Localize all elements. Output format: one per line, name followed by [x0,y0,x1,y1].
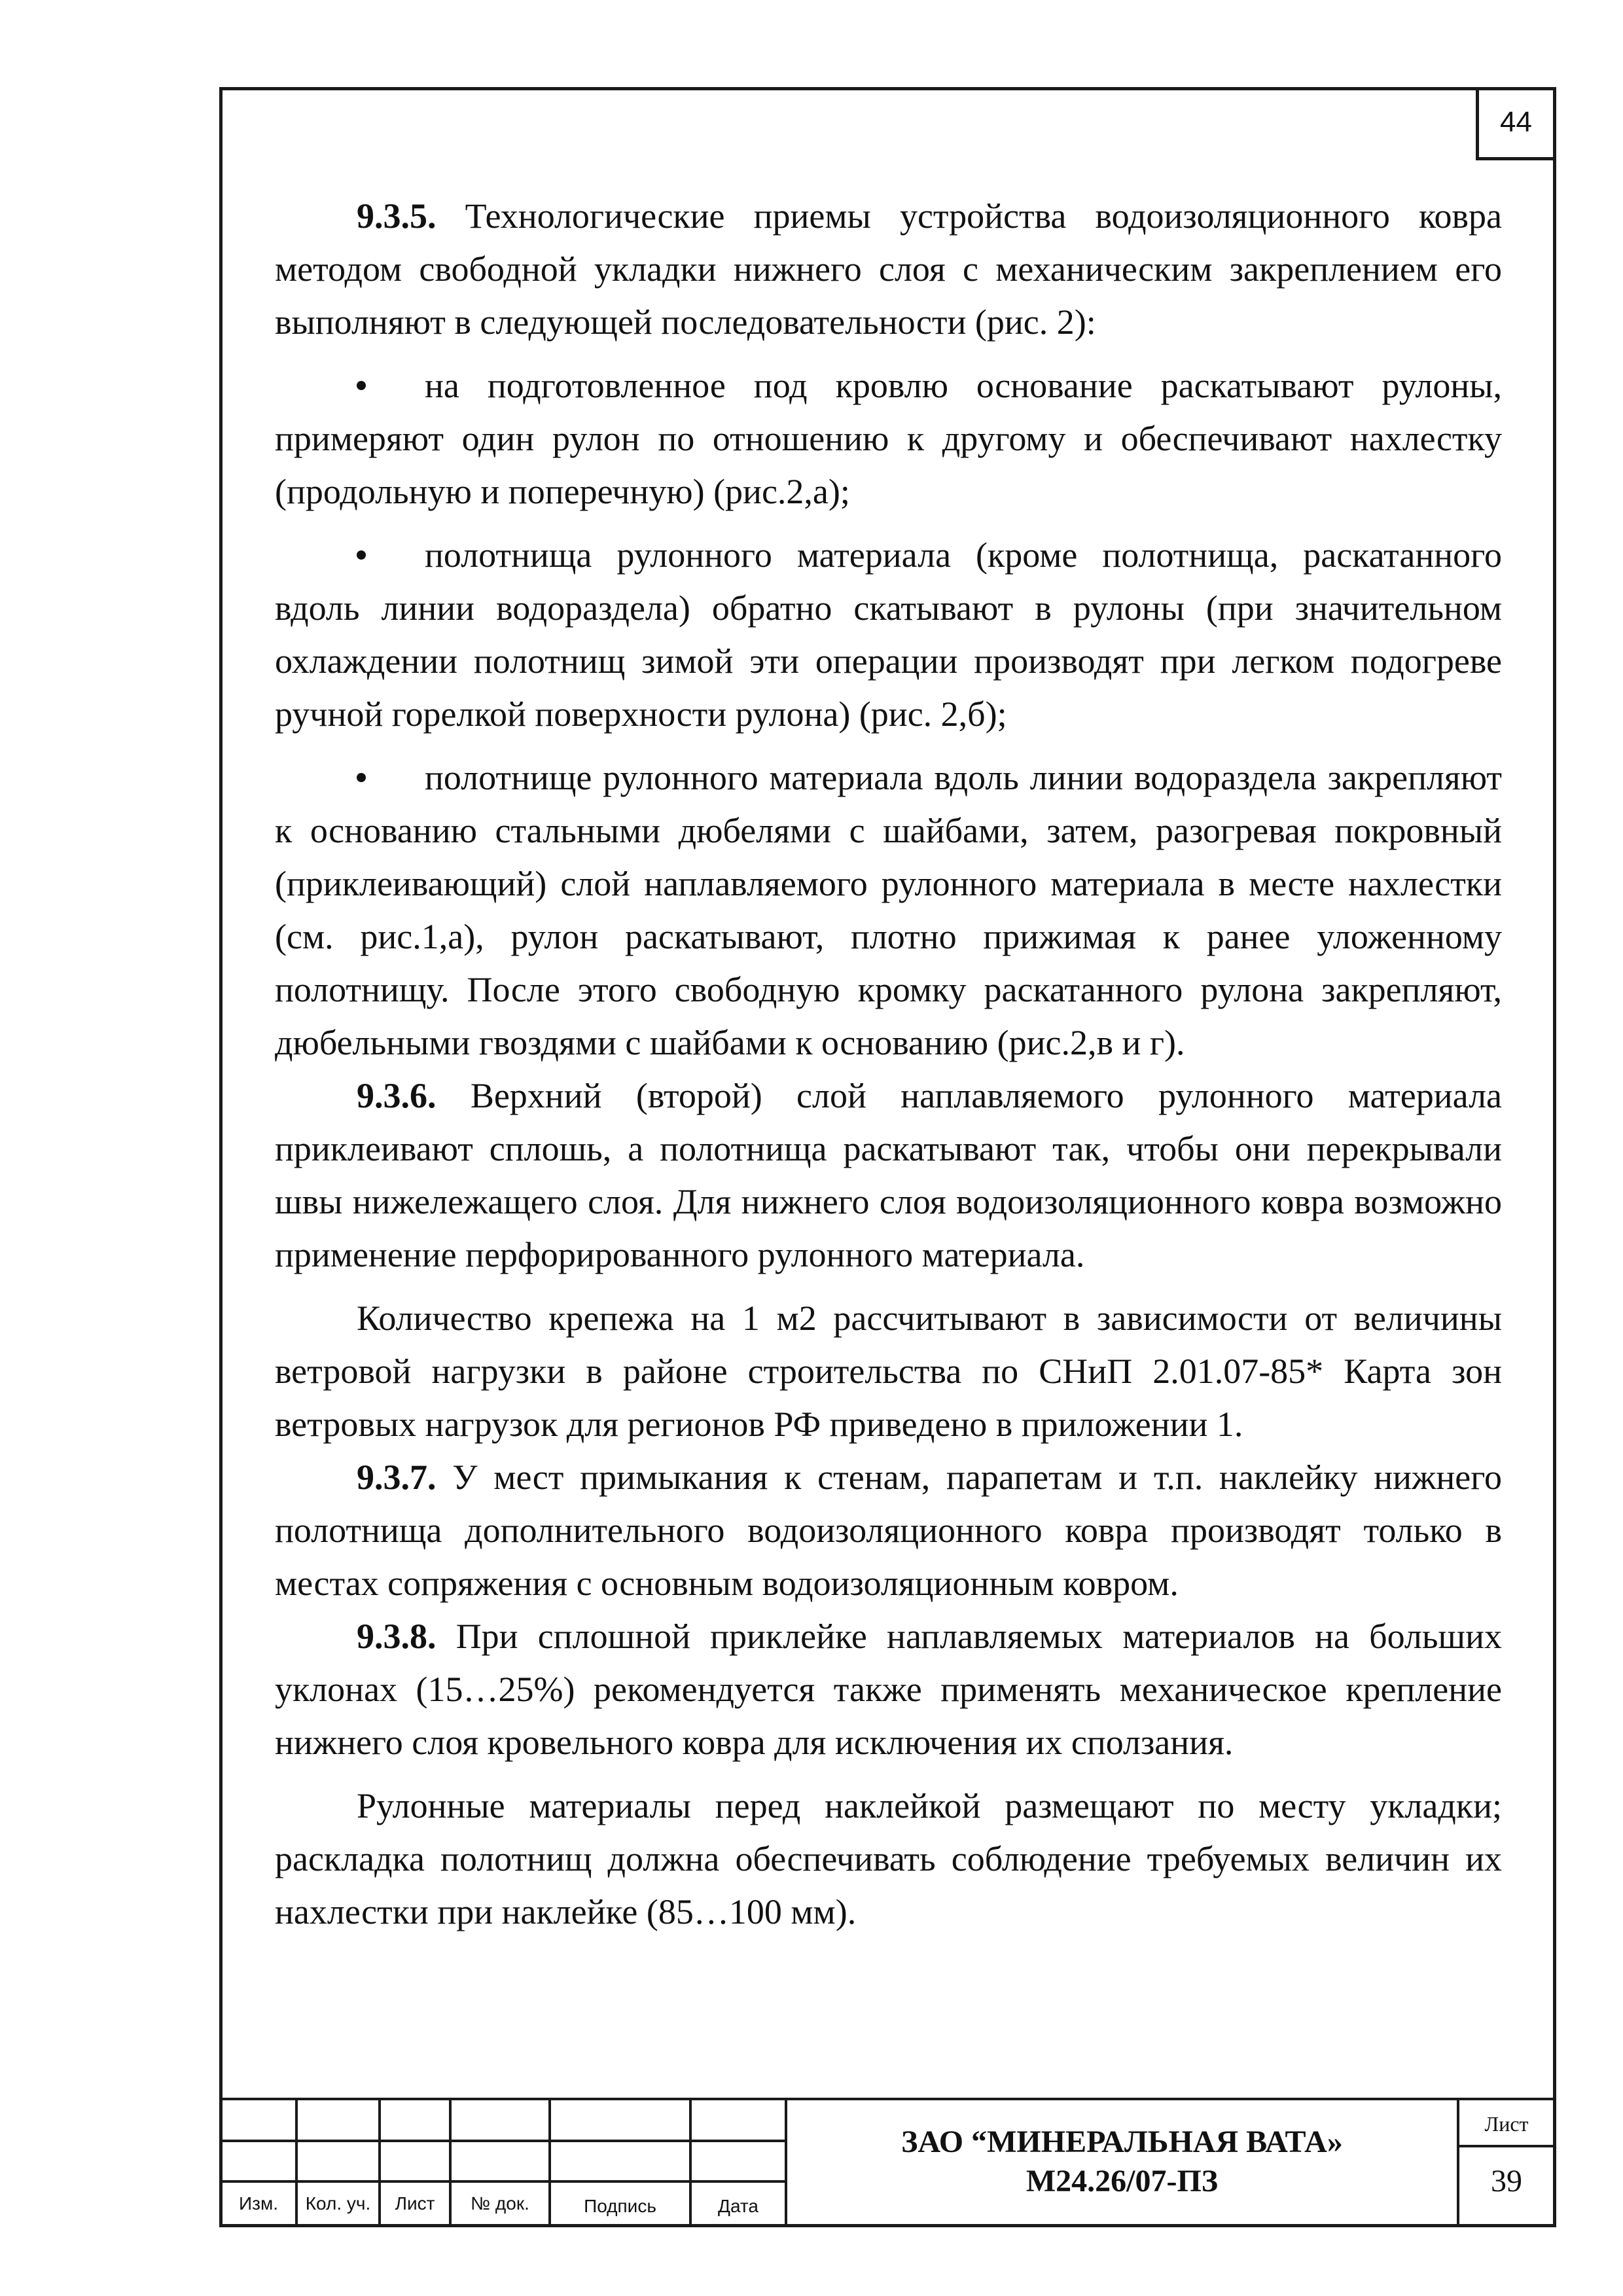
bullet-text: полотнище рулонного материала вдоль линии водораздела закрепляют к основанию стальными дюбелями с шайбами, затем, разогревая покровный (приклеивающий) слой наплавляемого рулонного материала в месте нахлестки (см. рис.1,а), рулон раскатывают, плотно прижимая к ранее уложенному полотнищу. После этого свободную кромку раскатанного рулона закрепляют, дюбельными гвоздями с шайбами к основанию (рис.2,в и г). [275,758,1502,1062]
clause-number: 9.3.6. [357,1076,437,1115]
paragraph-text: Количество крепежа на 1 м2 рассчитывают в зависимости от величины ветровой нагрузки в районе строительства по СНиП 2.01.07-85* Карта зон ветровых нагрузок для регионов РФ приведено в приложении 1. [275,1299,1502,1444]
col-label-podpis: Подпись [584,2196,656,2216]
paragraph-text: При сплошной приклейке наплавляемых материалов на больших уклонах (15…25%) рекомендуется также применять механическое крепление нижнего слоя кровельного ковра для исключения их сползания. [275,1617,1502,1762]
col-label-kol-uch: Кол. уч. [305,2193,371,2214]
body-text [275,190,1502,1939]
title-block [219,2098,1556,2227]
paragraph-9-3-7 [275,1451,1502,1610]
clause-number: 9.3.7. [357,1458,437,1497]
paragraph-text: Рулонные материалы перед наклейкой размещают по месту укладки; раскладка полотнищ должна обеспечивать соблюдение требуемых величин их нахлестки при наклейке (85…100 мм). [275,1786,1502,1931]
bullet-item-2 [275,529,1502,741]
bullet-text: полотнища рулонного материала (кроме полотнища, раскатанного вдоль линии водораздела) обратно скатывают в рулоны (при значительном охлаждении полотнищ зимой эти операции производят при легком подогреве ручной горелкой поверхности рулона) (рис. 2,б); [275,535,1502,734]
paragraph-fasteners [275,1292,1502,1451]
col-label-n-dok: № док. [471,2193,529,2214]
grid-row [219,2140,787,2183]
bullet-icon [357,773,366,782]
paragraph-text: Технологические приемы устройства водоизоляционного ковра методом свободной укладки нижнего слоя с механическим закреплением его выполняют в следующей последовательности (рис. 2): [275,196,1502,342]
paragraph-text: Верхний (второй) слой наплавляемого рулонного материала приклеивают сплошь, а полотнища раскатывают так, чтобы они перекрывали швы нижележащего слоя. Для нижнего слоя водоизоляционного ковра возможно применение перфорированного рулонного материала. [275,1076,1502,1274]
top-page-number: 44 [1476,87,1556,160]
bullet-item-1 [275,359,1502,518]
paragraph-9-3-5 [275,190,1502,349]
bullet-icon [357,381,366,390]
paragraph-9-3-8 [275,1610,1502,1769]
col-label-list: Лист [395,2193,435,2214]
paragraph-roll-layout [275,1780,1502,1939]
grid-row [219,2098,787,2142]
col-label-izm: Изм. [239,2193,278,2214]
clause-number: 9.3.8. [357,1617,437,1656]
sheet-number: 39 [1491,2164,1522,2198]
col-label-data: Дата [717,2196,758,2216]
bullet-text: на подготовленное под кровлю основание раскатывают рулоны, примеряют один рулон по отношению к другому и обеспечивают нахлестку (продольную и поперечную) (рис.2,а); [275,366,1502,511]
sheet-label: Лист [1484,2112,1529,2136]
document-code: М24.26/07-ПЗ [1026,2164,1219,2198]
paragraph-text: У мест примыкания к стенам, парапетам и т.п. наклейку нижнего полотнища дополнительного водоизоляционного ковра производят только в местах сопряжения с основным водоизоляционным ковром. [275,1458,1502,1603]
paragraph-9-3-6 [275,1069,1502,1282]
bullet-icon [357,550,366,560]
bullet-item-3 [275,751,1502,1069]
organization-name: ЗАО “МИНЕРАЛЬНАЯ ВАТА» [901,2125,1343,2159]
clause-number: 9.3.5. [357,196,437,236]
title-center [787,2098,1457,2227]
